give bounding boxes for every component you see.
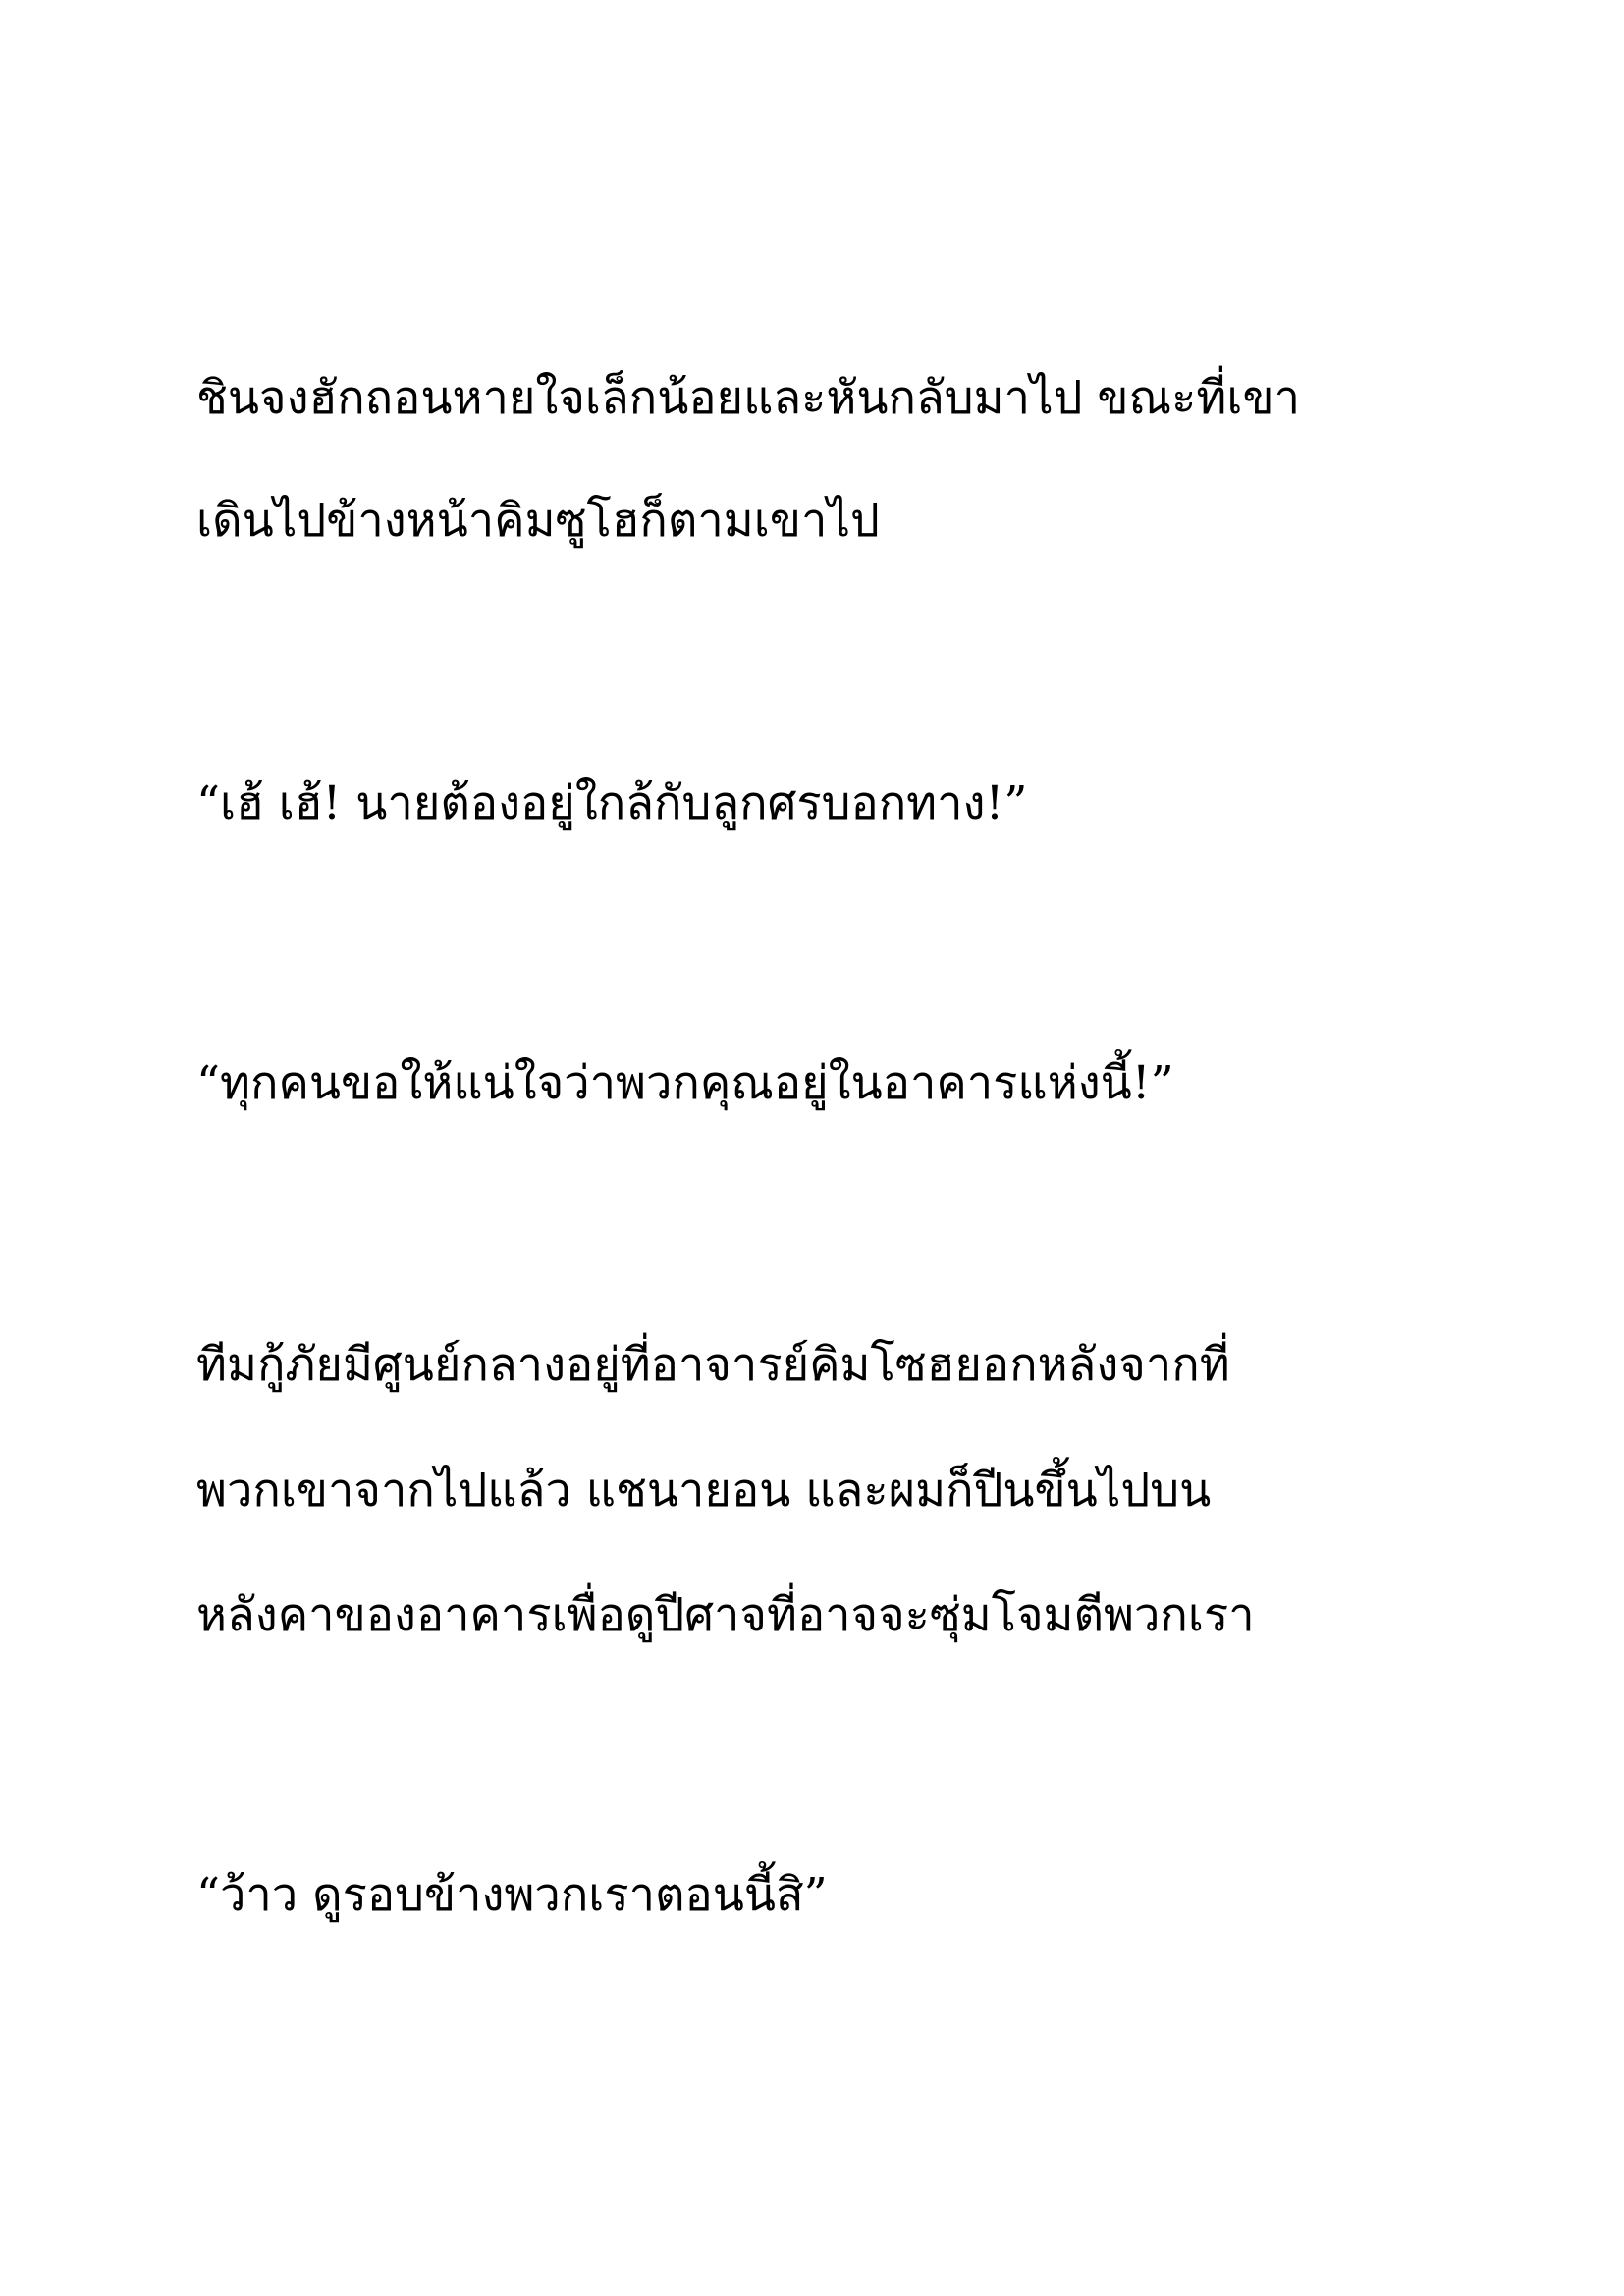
text-line: เดินไปข้างหน้าคิมซูโฮก็ตามเขาไป — [196, 494, 880, 548]
text-line: “ทุกคนขอให้แน่ใจว่าพวกคุณอยู่ในอาคารแห่งนี้!” — [196, 1056, 1174, 1110]
text-line: “ว้าว ดูรอบข้างพวกเราตอนนี้สิ” — [196, 1868, 828, 1922]
text-line: “เฮ้ เฮ้! นายต้องอยู่ใกล้กับลูกศรบอกทาง!” — [196, 776, 1028, 830]
text-line: หลังคาของอาคารเพื่อดูปีศาจที่อาจจะซุ่มโจมตีพวกเรา — [196, 1588, 1255, 1642]
text-line: พวกเขาจากไปแล้ว แชนายอน และผมก็ปีนขึ้นไปบน — [196, 1464, 1212, 1518]
text-line: ทีมกู้ภัยมีศูนย์กลางอยู่ที่อาจารย์คิมโซฮยอกหลังจากที่ — [196, 1338, 1230, 1392]
text-line: ชินจงฮักถอนหายใจเล็กน้อยและหันกลับมาไป ขณะที่เขา — [196, 371, 1300, 425]
